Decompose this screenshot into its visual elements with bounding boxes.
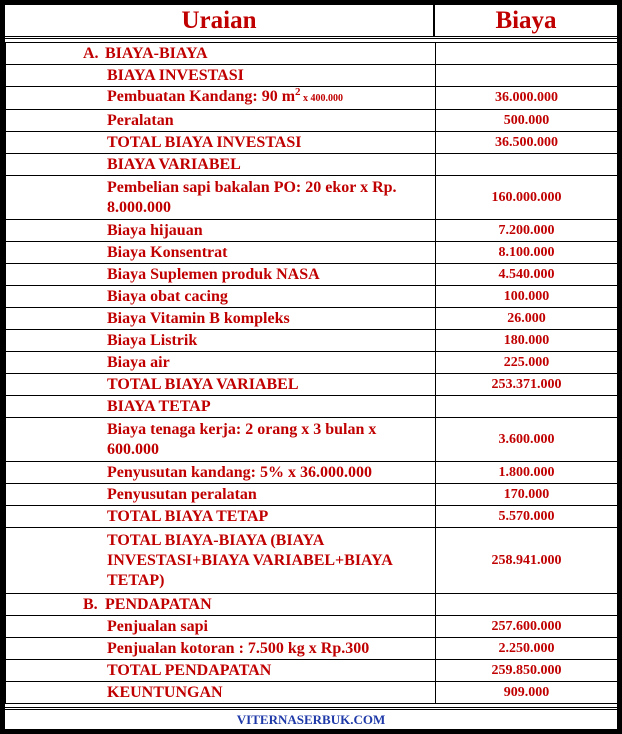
footer-site-name: VITERNASERBUK.COM	[5, 707, 617, 729]
row-label: BIAYA VARIABEL	[6, 154, 436, 176]
row-label: Biaya Vitamin B kompleks	[6, 308, 436, 330]
row-label: Penjualan kotoran : 7.500 kg x Rp.300	[6, 638, 436, 660]
row-value: 5.570.000	[436, 506, 618, 528]
table-row	[6, 65, 618, 87]
table-row	[6, 154, 618, 176]
row-label: TOTAL BIAYA VARIABEL	[6, 374, 436, 396]
row-label: Penjualan sapi	[6, 616, 436, 638]
section-b-number: B.	[83, 595, 98, 613]
table-row	[6, 242, 618, 264]
row-value	[436, 396, 618, 418]
row-label: Biaya tenaga kerja: 2 orang x 3 bulan x 600.000	[6, 418, 436, 462]
row-label: Penyusutan peralatan	[6, 484, 436, 506]
row-value: 8.100.000	[436, 242, 618, 264]
row-label: KEUNTUNGAN	[6, 682, 436, 704]
row-value: 3.600.000	[436, 418, 618, 462]
row-value: 253.371.000	[436, 374, 618, 396]
table-row	[6, 374, 618, 396]
row-label: TOTAL PENDAPATAN	[6, 660, 436, 682]
table-row	[6, 264, 618, 286]
row-value: 909.000	[436, 682, 618, 704]
row-label-superscript: 2	[295, 86, 301, 98]
row-value: 36.000.000	[436, 87, 618, 110]
row-value: 258.941.000	[436, 528, 618, 594]
table-row	[6, 462, 618, 484]
row-label: TOTAL BIAYA INVESTASI	[6, 132, 436, 154]
row-label: Pembuatan Kandang: 90 m	[107, 88, 296, 105]
table-row	[6, 132, 618, 154]
row-label: BIAYA TETAP	[6, 396, 436, 418]
row-label: Biaya Suplemen produk NASA	[6, 264, 436, 286]
table-row	[6, 110, 618, 132]
row-value: 500.000	[436, 110, 618, 132]
table-row	[6, 660, 618, 682]
row-label: Biaya Konsentrat	[6, 242, 436, 264]
row-value	[436, 65, 618, 87]
row-label: TOTAL BIAYA-BIAYA (BIAYA INVESTASI+BIAYA VARIABEL+BIAYA TETAP)	[6, 528, 436, 594]
table-row	[6, 396, 618, 418]
table-header	[5, 5, 617, 39]
table-row	[6, 484, 618, 506]
table-row	[6, 308, 618, 330]
table-row	[6, 352, 618, 374]
row-value	[436, 154, 618, 176]
row-value: 100.000	[436, 286, 618, 308]
table-row	[6, 330, 618, 352]
header-biaya: Biaya	[495, 6, 557, 34]
table-row	[6, 418, 618, 462]
table-row	[6, 87, 618, 110]
section-b-label: PENDAPATAN	[105, 595, 212, 613]
row-value: 160.000.000	[436, 176, 618, 220]
row-label: Biaya hijauan	[6, 220, 436, 242]
row-label: Pembelian sapi bakalan PO: 20 ekor x Rp. 8.000.000	[6, 176, 436, 220]
row-label: Penyusutan kandang: 5% x 36.000.000	[6, 462, 436, 484]
row-label: TOTAL BIAYA TETAP	[6, 506, 436, 528]
row-value: 180.000	[436, 330, 618, 352]
row-label-small: x 400.000	[300, 93, 344, 104]
table-row	[6, 506, 618, 528]
cost-table-frame	[3, 3, 619, 731]
table-row	[6, 638, 618, 660]
row-label: Biaya Listrik	[6, 330, 436, 352]
table-row	[6, 176, 618, 220]
row-value: 36.500.000	[436, 132, 618, 154]
row-label: Peralatan	[6, 110, 436, 132]
row-value: 259.850.000	[436, 660, 618, 682]
row-value: 170.000	[436, 484, 618, 506]
table-row	[6, 286, 618, 308]
cost-table	[5, 42, 618, 704]
table-row	[6, 528, 618, 594]
section-row-a	[6, 43, 618, 65]
row-value: 26.000	[436, 308, 618, 330]
table-row	[6, 616, 618, 638]
table-row	[6, 682, 618, 704]
row-label: Biaya air	[6, 352, 436, 374]
section-a-label: BIAYA-BIAYA	[105, 44, 208, 62]
row-value: 4.540.000	[436, 264, 618, 286]
header-uraian: Uraian	[5, 5, 435, 36]
row-label: Biaya obat cacing	[6, 286, 436, 308]
table-row	[6, 220, 618, 242]
row-value: 1.800.000	[436, 462, 618, 484]
row-value: 225.000	[436, 352, 618, 374]
row-value: 2.250.000	[436, 638, 618, 660]
section-row-b	[6, 594, 618, 616]
row-label: BIAYA INVESTASI	[6, 65, 436, 87]
section-a-number: A.	[83, 44, 99, 62]
row-value: 257.600.000	[436, 616, 618, 638]
row-value: 7.200.000	[436, 220, 618, 242]
